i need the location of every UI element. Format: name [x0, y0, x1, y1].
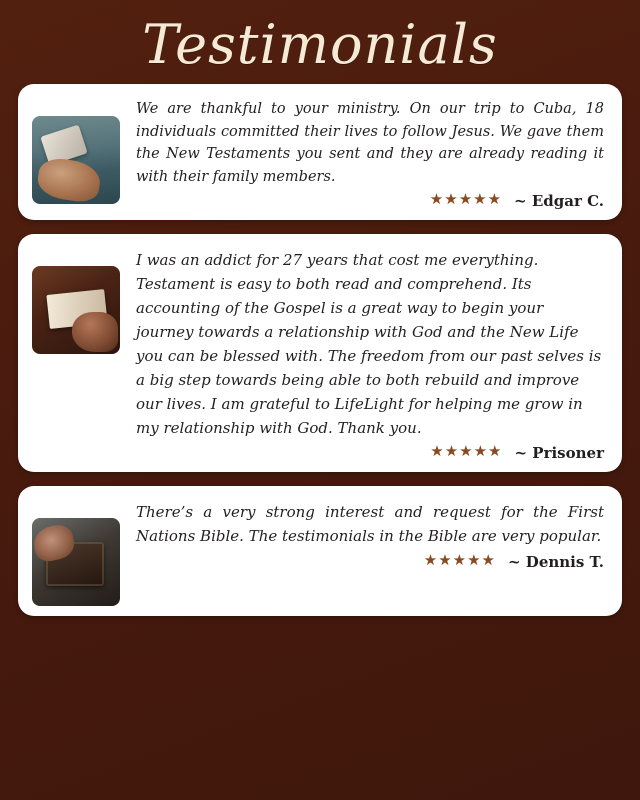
testimonial-attribution	[136, 192, 604, 210]
testimonial-body	[136, 500, 604, 571]
rating-stars-icon: ★★★★★	[430, 444, 503, 461]
testimonial-body	[136, 248, 604, 462]
testimonial-quote: We are thankful to your ministry. On our trip to Cuba, 18 individuals committed their lives to follow Jesus. We gave them the New Testaments you sent and they are already reading it with their family members.	[136, 101, 604, 185]
testimonial-card	[18, 84, 622, 220]
testimonial-author: ~ Prisoner	[514, 443, 604, 462]
bible-photo-icon	[32, 266, 120, 354]
page-title: Testimonials	[142, 13, 498, 76]
testimonial-attribution	[136, 444, 604, 462]
testimonial-card	[18, 486, 622, 616]
bible-photo-icon	[32, 518, 120, 606]
testimonial-card	[18, 234, 622, 472]
rating-stars-icon: ★★★★★	[429, 192, 503, 209]
rating-stars-icon: ★★★★★	[423, 553, 497, 570]
testimonial-quote: There’s a very strong interest and request for the First Nations Bible. The testimonials in the Bible are very popular.	[136, 502, 604, 546]
bible-photo-icon	[32, 116, 120, 204]
testimonial-quote: I was an addict for 27 years that cost me everything. Testament is easy to both read and comprehend. Its accounting of the Gospel is a great way to begin your journey towards a relationship with God and the New Life you can be blessed with. The freedom from our past selves is a big step towards being able to both rebuild and improve our lives. I am grateful to LifeLight for helping me grow in my relationship with God. Thank you.	[136, 250, 602, 437]
testimonial-list	[18, 84, 622, 616]
testimonial-attribution	[136, 553, 604, 571]
testimonial-body	[136, 98, 604, 210]
testimonial-author: ~ Edgar C.	[514, 191, 604, 210]
testimonial-author: ~ Dennis T.	[508, 552, 604, 571]
